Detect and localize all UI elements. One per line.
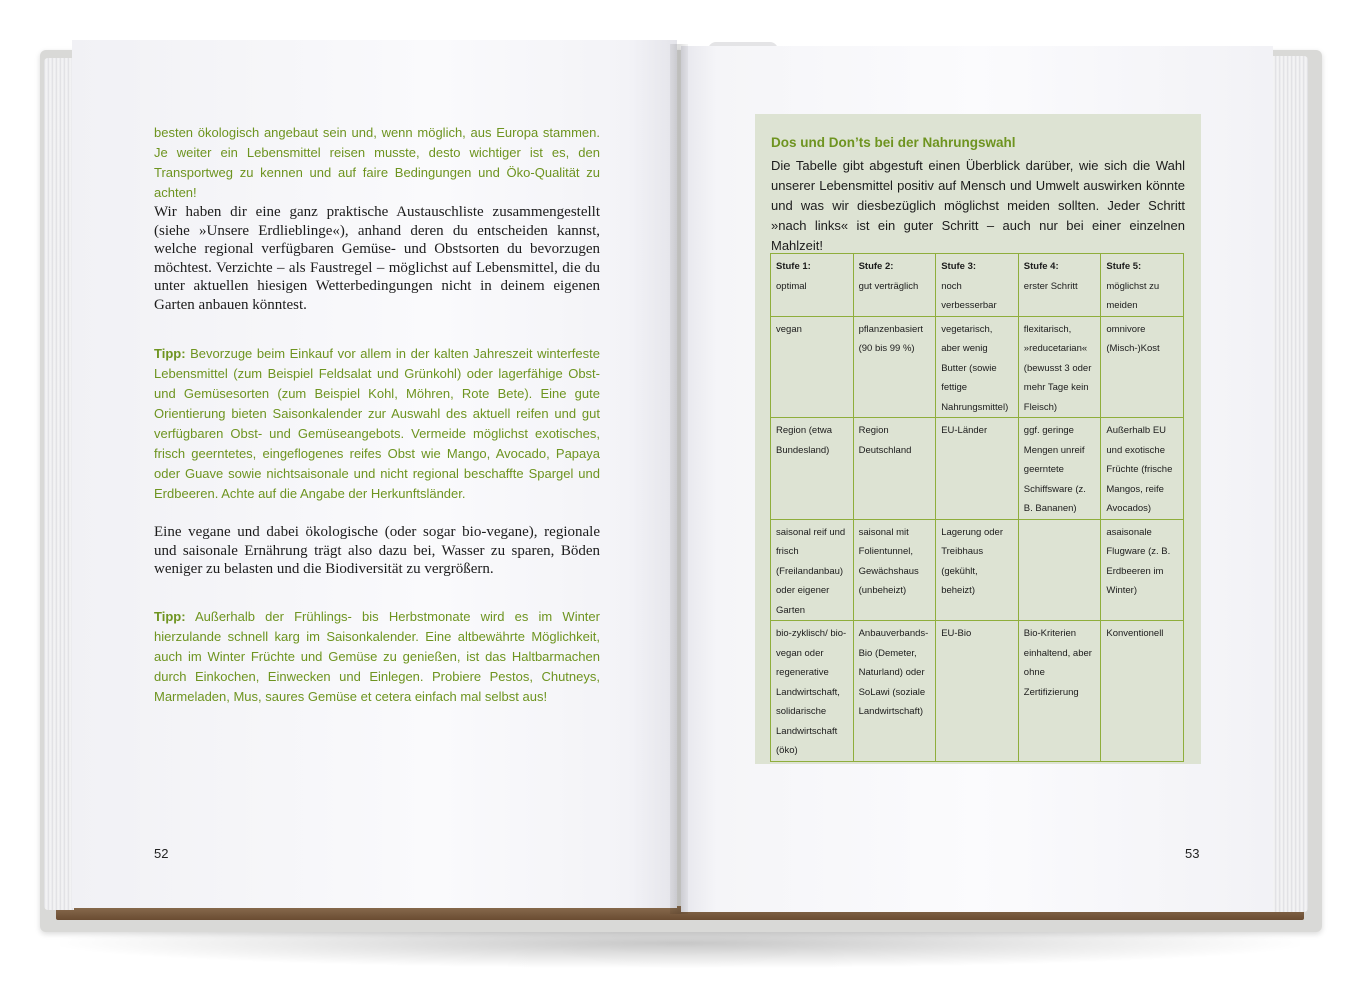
table-header-cell: Stufe 4: erster Schritt bbox=[1018, 254, 1101, 317]
paragraph-serif-2: Eine vegane und dabei ökologische (oder sogar bio-vegane), regionale und saisonale Ernährung trägt also dazu bei, Wasser zu sparen, Böden weniger zu belasten und die Biodiversität zu vergrößern. bbox=[154, 524, 600, 577]
table-header-cell: Stufe 2: gut verträglich bbox=[853, 254, 936, 317]
table-cell: vegetarisch, aber wenig Butter (sowie fettige Nahrungsmittel) bbox=[936, 316, 1019, 418]
table-cell: EU-Länder bbox=[936, 418, 1019, 520]
tip-block-1 bbox=[154, 344, 600, 504]
page-stack-left bbox=[44, 58, 74, 910]
book-gutter bbox=[670, 44, 688, 914]
page-number-right: 53 bbox=[1185, 846, 1200, 861]
page-stack-right bbox=[1272, 56, 1308, 912]
table-cell: vegan bbox=[771, 316, 854, 418]
page-number-left: 52 bbox=[154, 846, 169, 861]
table-cell: Bio-Kriterien einhaltend, aber ohne Zertifizierung bbox=[1018, 621, 1101, 762]
table-cell: Region Deutschland bbox=[853, 418, 936, 520]
table-cell: ggf. geringe Mengen unreif geerntete Schiffsware (z. B. Bananen) bbox=[1018, 418, 1101, 520]
table-cell: EU-Bio bbox=[936, 621, 1019, 762]
table-header-cell: Stufe 1: optimal bbox=[771, 254, 854, 317]
table-cell: Lagerung oder Treibhaus (gekühlt, beheizt) bbox=[936, 519, 1019, 621]
table-row bbox=[771, 418, 1184, 520]
table-cell: Region (etwa Bundesland) bbox=[771, 418, 854, 520]
table-cell: saisonal mit Folientunnel, Gewächshaus (unbeheizt) bbox=[853, 519, 936, 621]
table-cell: Anbauverbands-Bio (Demeter, Naturland) oder SoLawi (soziale Landwirtschaft) bbox=[853, 621, 936, 762]
table-row bbox=[771, 316, 1184, 418]
box-title: Dos und Don’ts bei der Nahrungswahl bbox=[771, 135, 1016, 150]
table-cell: Außerhalb EU und exotische Früchte (frische Mangos, reife Avocados) bbox=[1101, 418, 1184, 520]
table-cell bbox=[1018, 519, 1101, 621]
table-cell: asaisonale Flugware (z. B. Erdbeeren im Winter) bbox=[1101, 519, 1184, 621]
table-cell: omnivore (Misch-)Kost bbox=[1101, 316, 1184, 418]
table-cell: Konventionell bbox=[1101, 621, 1184, 762]
table-cell: bio-zyklisch/ bio-vegan oder regenerative Landwirtschaft, solidarische Landwirtschaft (öko) bbox=[771, 621, 854, 762]
tip-text: Bevorzuge beim Einkauf vor allem in der kalten Jahreszeit winterfeste Lebensmittel (zum Beispiel Feldsalat und Grünkohl) oder lagerfähige Obst- und Gemüsesorten (zum Beispiel Kohl, Möhren, Rote Bete). Eine gute Orientierung bieten Saisonkalender zur Auswahl des aktuell reifen und gut verfügbaren Obst- und Gemüseangebots. Vermeide möglichst exotisches, frisch geerntetes, eingeflogenes reifes Obst wie Mango, Avocado, Papaya oder Guave sowie nichtsaisonale und nicht regional beschaffte Spargel und Erdbeeren. Achte auf die Angabe der Herkunftsländer. bbox=[154, 346, 600, 501]
tip-label: Tipp: bbox=[154, 346, 186, 361]
table-cell: flexitarisch, »reducetarian« (bewusst 3 oder mehr Tage kein Fleisch) bbox=[1018, 316, 1101, 418]
table-cell: pflanzenbasiert (90 bis 99 %) bbox=[853, 316, 936, 418]
table-header-row bbox=[771, 254, 1184, 317]
table-row bbox=[771, 621, 1184, 762]
table-header-cell: Stufe 3: noch verbesserbar bbox=[936, 254, 1019, 317]
tip-text: Außerhalb der Frühlings- bis Herbstmonate wird es im Winter hierzulande schnell karg im Saisonkalender. Eine altbewährte Möglichkeit, auch im Winter Früchte und Gemüse zu genießen, ist das Haltbarmachen durch Einkochen, Einwecken und Einlegen. Probiere Pestos, Chutneys, Marmeladen, Mus, saures Gemüse et cetera einfach mal selbst aus! bbox=[154, 609, 600, 704]
levels-table bbox=[770, 253, 1184, 762]
tip-block-2 bbox=[154, 607, 600, 707]
tip-label: Tipp: bbox=[154, 609, 186, 624]
paragraph-serif-1: Wir haben dir eine ganz praktische Austauschliste zusammengestellt (siehe »Unsere Erdlieblinge«), anhand deren du entscheiden kannst, welche regional verfügbaren Gemüse- und Obstsorten du bevorzugen möchtest. Verzichte – als Faustregel – möglichst auf Lebensmittel, die du unter aktuellen hiesigen Wetterbedingungen nicht in deinem eigenen Garten anbauen könntest. bbox=[154, 204, 600, 313]
table-header-cell: Stufe 5: möglichst zu meiden bbox=[1101, 254, 1184, 317]
table-row bbox=[771, 519, 1184, 621]
box-intro: Die Tabelle gibt abgestuft einen Überblick darüber, wie sich die Wahl unserer Lebensmittel positiv auf Mensch und Umwelt auswirken könnte und was wir diesbezüglich möglichst meiden sollten. Jeder Schritt »nach links« ist ein guter Schritt – auch nur bei einer einzelnen Mahlzeit! bbox=[771, 158, 1185, 253]
paragraph-green-1: besten ökologisch angebaut sein und, wenn möglich, aus Europa stammen. Je weiter ein Lebensmittel reisen musste, desto wichtiger ist es, den Transportweg zu kennen und auf faire Bedingungen und Öko-Qualität zu achten! bbox=[154, 125, 600, 200]
table-cell: saisonal reif und frisch (Freilandanbau) oder eigener Garten bbox=[771, 519, 854, 621]
